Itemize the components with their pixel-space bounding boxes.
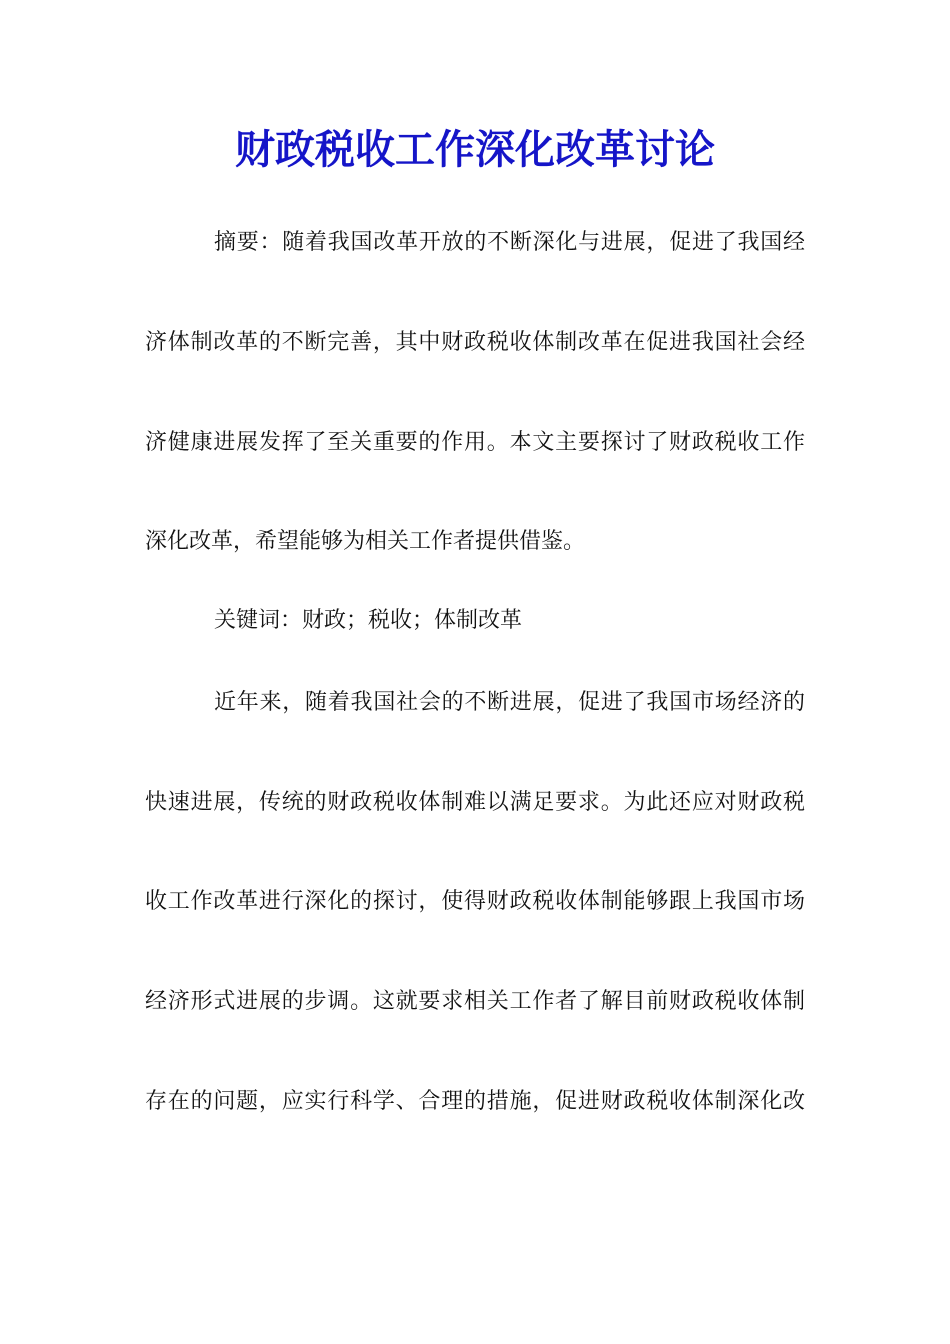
body-line: 快速进展，传统的财政税收体制难以满足要求。为此还应对财政税 xyxy=(145,790,805,815)
body-line: 经济形式进展的步调。这就要求相关工作者了解目前财政税收体制 xyxy=(145,989,805,1014)
abstract-line: 济健康进展发挥了至关重要的作用。本文主要探讨了财政税收工作 xyxy=(145,430,805,455)
abstract-line: 深化改革，希望能够为相关工作者提供借鉴。 xyxy=(145,529,586,554)
body-line: 近年来，随着我国社会的不断进展，促进了我国市场经济的 xyxy=(214,690,805,715)
document-title: 财政税收工作深化改革讨论 xyxy=(235,126,715,173)
body-line: 收工作改革进行深化的探讨，使得财政税收体制能够跟上我国市场 xyxy=(145,889,805,914)
keywords-line: 关键词：财政；税收；体制改革 xyxy=(214,608,523,633)
abstract-line: 济体制改革的不断完善，其中财政税收体制改革在促进我国社会经 xyxy=(145,330,805,355)
body-line: 存在的问题，应实行科学、合理的措施，促进财政税收体制深化改 xyxy=(145,1089,805,1114)
abstract-line: 摘要：随着我国改革开放的不断深化与进展，促进了我国经 xyxy=(214,230,805,255)
